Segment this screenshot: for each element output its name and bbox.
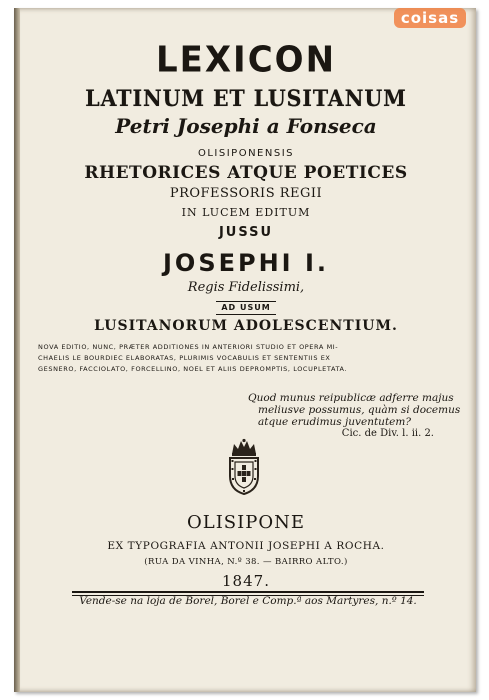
author-origin: OLISIPONENSIS: [197, 148, 294, 159]
epigraph-line: Quod munus reipublicæ adferre majus: [248, 392, 454, 404]
epigraph-line: meliusve possumus, quàm si docemus: [258, 404, 461, 416]
divider-rule: [216, 314, 276, 315]
imprint-printer: EX TYPOGRAFIA ANTONII JOSEPHI A ROCHA.: [107, 540, 385, 552]
epigraph-citation: Cic. de Div. l. ii. 2.: [341, 428, 434, 439]
imprint-year: 1847.: [222, 572, 270, 590]
publication-note: IN LUCEM EDITUM: [181, 206, 311, 219]
imprint-address: (RUA DA VINHA, N.º 38. — BAIRRO ALTO.): [144, 557, 348, 567]
ad-usum-label: AD USUM: [221, 303, 271, 312]
edition-note-line: NOVA EDITIO, NUNC, PRÆTER ADDITIONES IN ANTERIORI STUDIO ET OPERA MI-: [38, 343, 339, 351]
sale-notice: Vende-se na loja de Borel, Borel e Comp.ª aos Martyres, n.º 14.: [72, 591, 424, 607]
watermark-badge: coisas: [394, 8, 466, 28]
book-subtitle: LATINUM ET LUSITANUM: [85, 86, 407, 112]
epigraph: [248, 392, 461, 440]
author-discipline: RHETORICES ATQUE POETICES: [84, 163, 408, 183]
royal-coat-of-arms-icon: [224, 438, 264, 496]
edition-note-line: GESNERO, FACCIOLATO, FORCELLINO, NOEL ET ALIIS DEPROMPTIS, LOCUPLETATA.: [38, 365, 348, 373]
jussu-label: JUSSU: [218, 225, 274, 240]
edition-note: [38, 342, 442, 375]
imprint-city: OLISIPONE: [186, 512, 306, 533]
audience-line: LUSITANORUM ADOLESCENTIUM.: [94, 318, 398, 334]
king-name: JOSEPHI I.: [162, 249, 330, 277]
author-position: PROFESSORIS REGII: [169, 186, 323, 201]
divider-rule: [216, 301, 276, 302]
epigraph-line: atque erudimus juventutem?: [258, 416, 411, 428]
edition-note-line: CHAELIS LE BOURDIEC ELABORATAS, PLURIMIS VOCABULIS ET SENTENTIIS EX: [38, 354, 331, 362]
author-name: Petri Josephi a Fonseca: [115, 114, 377, 138]
king-epithet: Regis Fidelissimi,: [187, 280, 305, 295]
book-title: LEXICON: [155, 39, 337, 81]
